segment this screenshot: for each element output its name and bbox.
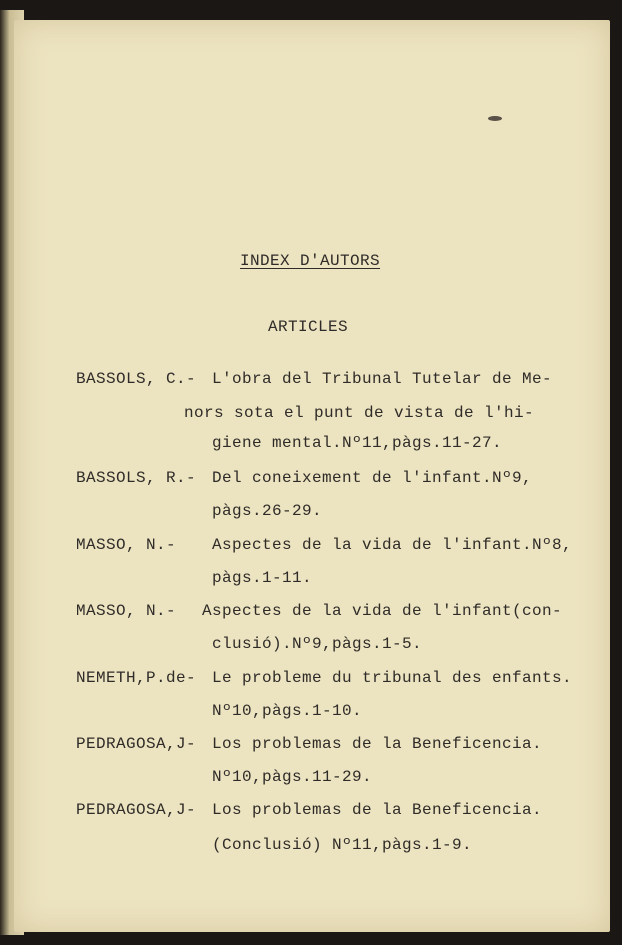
entry-author: MASSO, N.- xyxy=(76,536,177,554)
entry-line: Nº10,pàgs.1-10. xyxy=(212,702,363,720)
entry-line: Aspectes de la vida de l'infant(con- xyxy=(202,602,563,620)
entry-line: pàgs.1-11. xyxy=(212,569,313,587)
entry-author: NEMETH,P.de- xyxy=(76,669,197,687)
index-title: INDEX D'AUTORS xyxy=(240,252,381,270)
entry-line: Los problemas de la Beneficencia. xyxy=(212,801,543,819)
entry-author: PEDRAGOSA,J- xyxy=(76,801,197,819)
entry-line: Los problemas de la Beneficencia. xyxy=(212,735,543,753)
entry-line: clusió).Nº9,pàgs.1-5. xyxy=(212,635,423,653)
entry-line: Nº10,pàgs.11-29. xyxy=(212,768,373,786)
entry-author: MASSO, N.- xyxy=(76,602,177,620)
entry-line: pàgs.26-29. xyxy=(212,502,323,520)
entry-author: BASSOLS, C.- xyxy=(76,370,197,388)
entry-line: nors sota el punt de vista de l'hi- xyxy=(184,404,535,422)
entry-line: L'obra del Tribunal Tutelar de Me- xyxy=(212,370,553,388)
entry-line: giene mental.Nº11,pàgs.11-27. xyxy=(212,434,503,452)
entry-author: BASSOLS, R.- xyxy=(76,469,197,487)
entry-line: (Conclusió) Nº11,pàgs.1-9. xyxy=(212,836,473,854)
section-heading: ARTICLES xyxy=(268,318,349,336)
entry-author: PEDRAGOSA,J- xyxy=(76,735,197,753)
ink-smudge xyxy=(488,116,502,121)
entry-line: Del coneixement de l'infant.Nº9, xyxy=(212,469,533,487)
entry-line: Aspectes de la vida de l'infant.Nº8, xyxy=(212,536,573,554)
entry-line: Le probleme du tribunal des enfants. xyxy=(212,669,573,687)
